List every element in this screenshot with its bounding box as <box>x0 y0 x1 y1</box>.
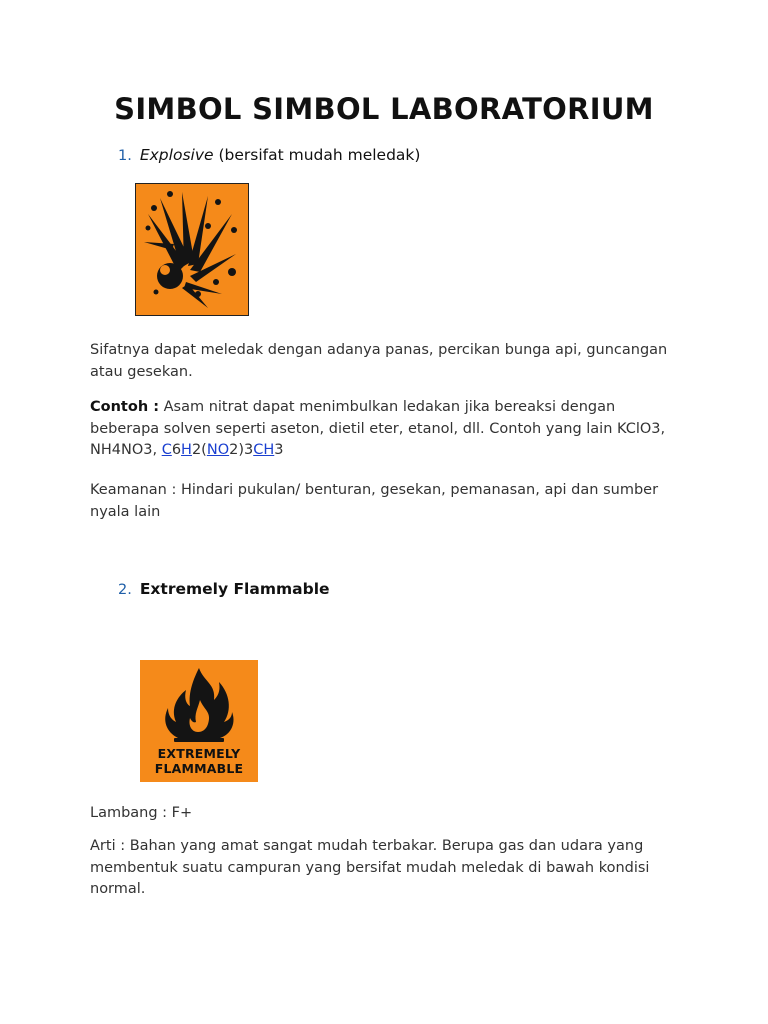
formula-link-h[interactable]: H <box>181 442 192 458</box>
explosive-safety: Keamanan : Hindari pukulan/ benturan, gesekan, pemanasan, api dan sumber nyala lain <box>90 482 659 520</box>
contoh-label: Contoh : <box>90 399 159 415</box>
formula-part: 6 <box>171 442 182 458</box>
page-title: SIMBOL SIMBOL LABORATORIUM <box>114 92 654 126</box>
section-name: Explosive <box>139 146 214 164</box>
formula-link-c[interactable]: C <box>161 442 172 458</box>
symbol-label-line1: EXTREMELY <box>157 746 241 761</box>
flammable-symbol-code: Lambang : F+ <box>90 805 193 821</box>
formula-part: 2)3 <box>229 442 254 458</box>
formula-part: 2( <box>191 442 207 458</box>
list-number: 2. <box>118 582 132 598</box>
section-heading-explosive <box>118 146 420 164</box>
section-heading-flammable <box>118 580 330 598</box>
section-description: (bersifat mudah meledak) <box>218 146 421 164</box>
contoh-text: Asam nitrat dapat menimbulkan ledakan jika bereaksi dengan beberapa solven seperti aseton, dietil eter, etanol, dll. Contoh yang lain KClO3, NH4NO3, <box>90 399 666 458</box>
explosive-description: Sifatnya dapat meledak dengan adanya panas, percikan bunga api, guncangan atau gesekan. <box>90 342 668 380</box>
formula-link-ch[interactable]: CH <box>253 442 275 458</box>
section-name: Extremely Flammable <box>139 580 330 598</box>
symbol-label-line2: FLAMMABLE <box>154 761 244 776</box>
explosive-example <box>90 397 680 462</box>
formula-link-no[interactable]: NO <box>206 442 230 458</box>
flame-symbol-icon <box>140 660 258 782</box>
explosive-symbol-icon <box>135 183 249 316</box>
list-number: 1. <box>118 148 132 164</box>
formula-part: 3 <box>274 442 284 458</box>
flammable-meaning: Arti : Bahan yang amat sangat mudah terbakar. Berupa gas dan udara yang membentuk suatu campuran yang bersifat mudah meledak di bawah kondisi normal. <box>90 838 650 897</box>
